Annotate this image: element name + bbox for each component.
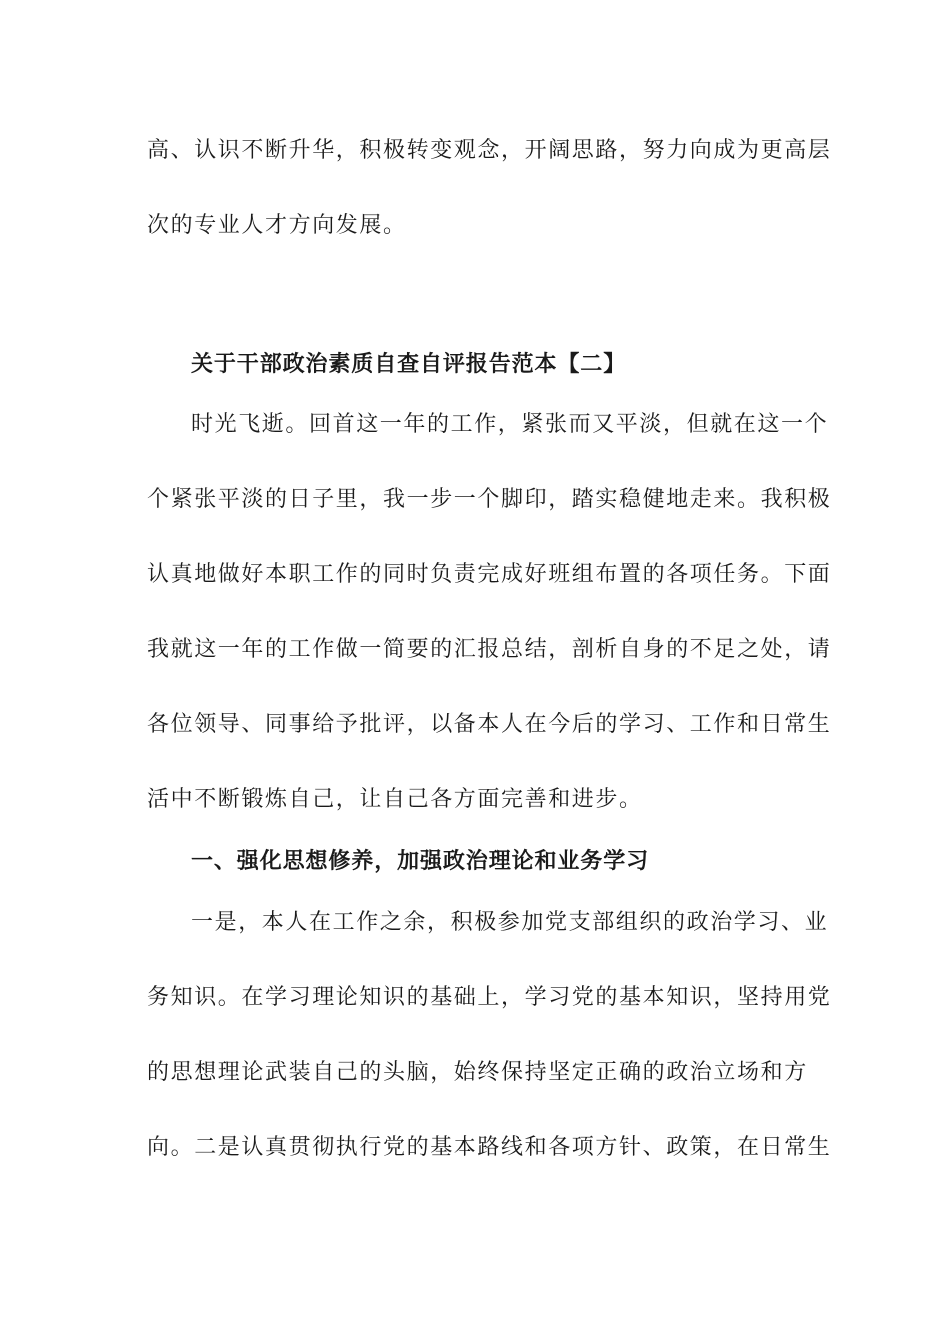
paragraph2-line-1: 一是，本人在工作之余，积极参加党支部组织的政治学习、业	[191, 910, 829, 935]
paragraph1-line-2: 个紧张平淡的日子里，我一步一个脚印，踏实稳健地走来。我积极	[147, 487, 832, 512]
paragraph2-line-4: 向。二是认真贯彻执行党的基本路线和各项方针、政策，在日常生	[147, 1135, 832, 1160]
paragraph1-line-6: 活中不断锻炼自己，让自己各方面完善和进步。	[147, 787, 643, 812]
paragraph1-line-4: 我就这一年的工作做一简要的汇报总结，剖析自身的不足之处，请	[147, 637, 832, 662]
paragraph1-line-5: 各位领导、同事给予批评，以备本人在今后的学习、工作和日常生	[147, 712, 832, 737]
intro-line-1: 高、认识不断升华，积极转变观念，开阔思路，努力向成为更高层	[147, 138, 832, 163]
heading-1: 一、强化思想修养，加强政治理论和业务学习	[191, 848, 650, 874]
paragraph2-line-3: 的思想理论武装自己的头脑，始终保持坚定正确的政治立场和方	[147, 1060, 808, 1085]
intro-line-2: 次的专业人才方向发展。	[147, 213, 407, 238]
paragraph1-line-3: 认真地做好本职工作的同时负责完成好班组布置的各项任务。下面	[147, 562, 832, 587]
paragraph1-line-1: 时光飞逝。回首这一年的工作，紧张而又平淡，但就在这一个	[191, 412, 829, 437]
section-title: 关于干部政治素质自查自评报告范本【二】	[191, 351, 627, 377]
paragraph2-line-2: 务知识。在学习理论知识的基础上，学习党的基本知识，坚持用党	[147, 985, 832, 1010]
